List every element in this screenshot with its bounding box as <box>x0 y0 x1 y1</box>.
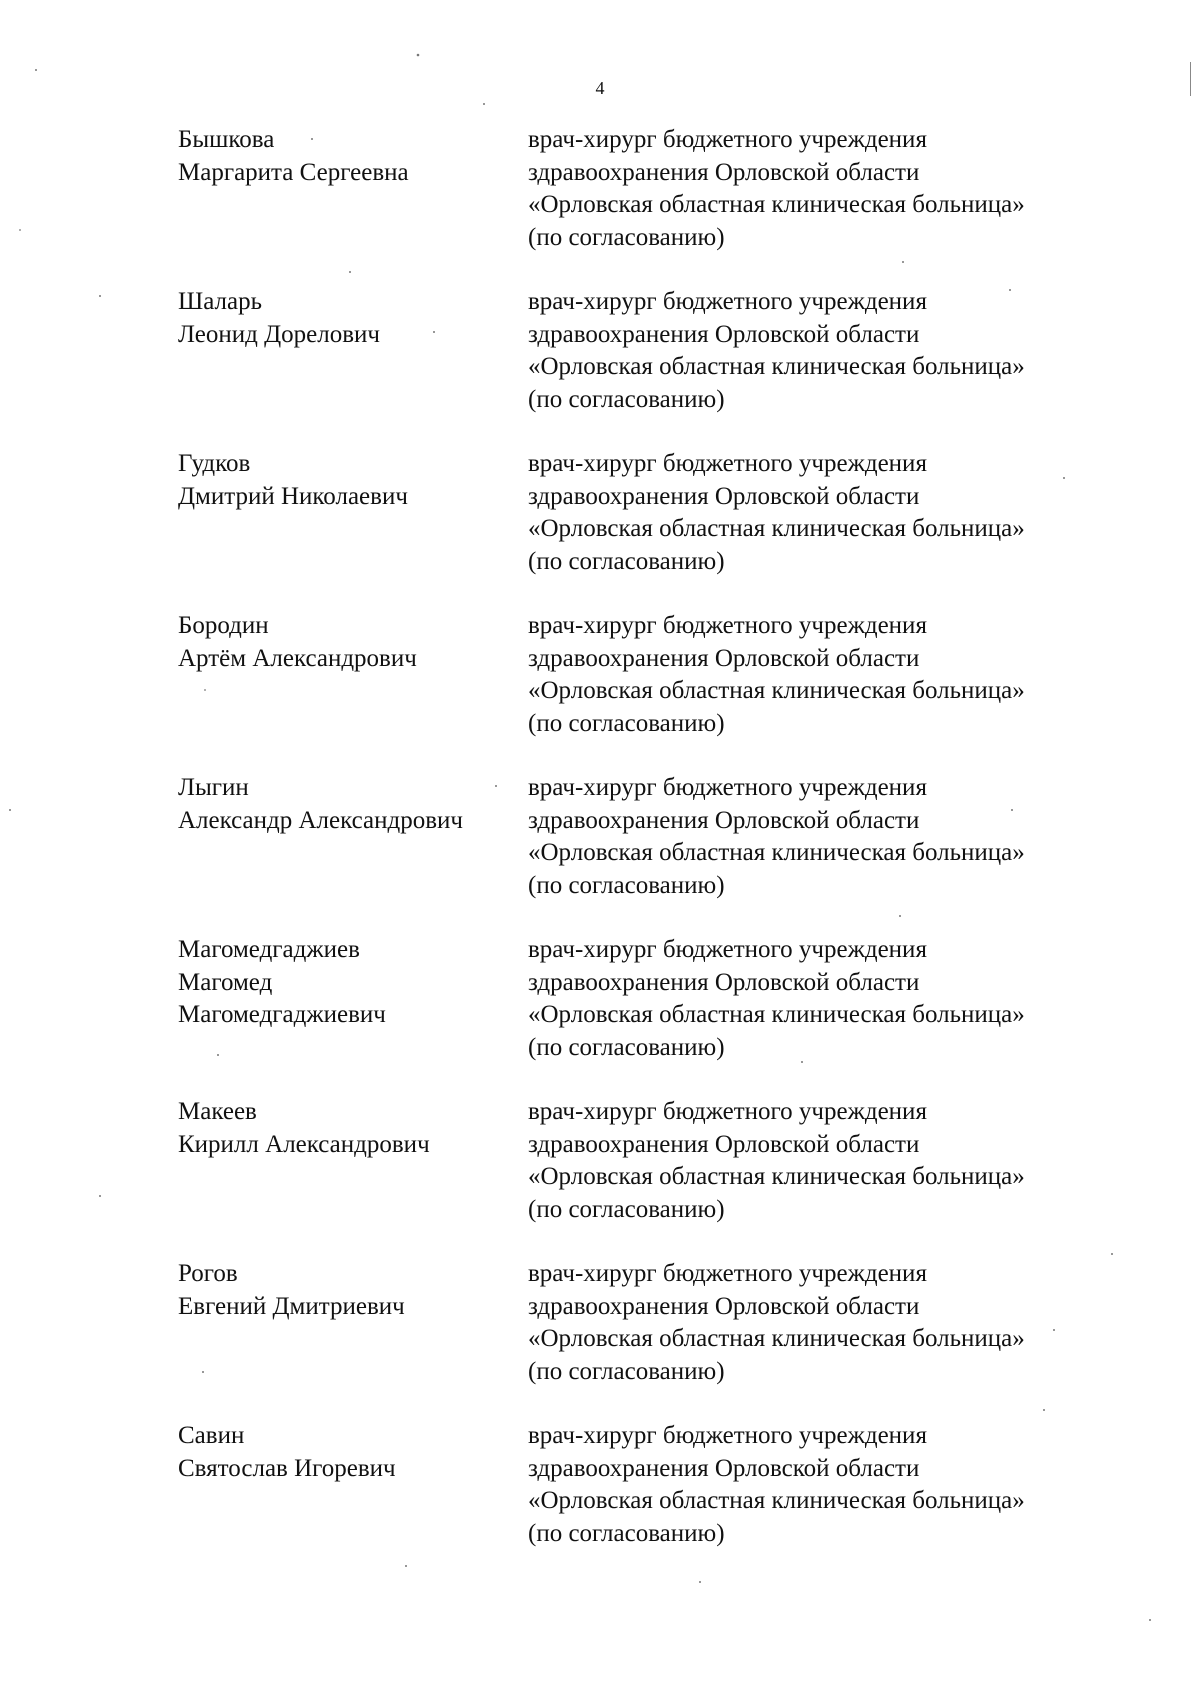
member-entry <box>178 1096 1118 1226</box>
position-line: «Орловская областная клиническая больница» <box>528 1487 1025 1514</box>
position-line: здравоохранения Орловской области <box>528 158 920 186</box>
position-line: «Орловская областная клиническая больница» <box>528 677 1025 704</box>
name-line: Лыгин <box>178 774 249 801</box>
position-line: здравоохранения Орловской области <box>528 1454 920 1482</box>
member-name <box>178 610 528 675</box>
name-line: Бышкова <box>178 126 275 153</box>
member-name <box>178 1096 528 1161</box>
member-position <box>528 1420 1118 1550</box>
position-line: (по согласованию) <box>528 709 725 737</box>
position-line: здравоохранения Орловской области <box>528 644 920 672</box>
name-line: Евгений Дмитриевич <box>178 1292 405 1320</box>
position-line: (по согласованию) <box>528 385 725 413</box>
member-position <box>528 286 1118 416</box>
position-line: «Орловская областная клиническая больница» <box>528 191 1025 218</box>
member-entry <box>178 1420 1118 1550</box>
name-line: Кирилл Александрович <box>178 1130 430 1158</box>
position-line: врач-хирург бюджетного учреждения <box>528 126 927 153</box>
name-line: Александр Александрович <box>178 806 463 834</box>
member-position <box>528 610 1118 740</box>
member-name <box>178 772 528 837</box>
position-line: (по согласованию) <box>528 547 725 575</box>
member-position <box>528 772 1118 902</box>
position-line: (по согласованию) <box>528 1357 725 1385</box>
position-line: «Орловская областная клиническая больница» <box>528 1325 1025 1352</box>
member-name <box>178 124 528 189</box>
page-number: 4 <box>595 78 605 98</box>
member-entry <box>178 610 1118 740</box>
member-entry <box>178 772 1118 902</box>
name-line: Савин <box>178 1422 245 1449</box>
position-line: (по согласованию) <box>528 223 725 251</box>
scan-edge-mark <box>1190 62 1191 96</box>
position-line: здравоохранения Орловской области <box>528 320 920 348</box>
member-entry <box>178 1258 1118 1388</box>
position-line: «Орловская областная клиническая больница» <box>528 1001 1025 1028</box>
member-name <box>178 934 528 1032</box>
name-line: Артём Александрович <box>178 644 417 672</box>
member-list <box>178 124 1118 1582</box>
position-line: врач-хирург бюджетного учреждения <box>528 1098 927 1125</box>
position-line: «Орловская областная клиническая больница» <box>528 515 1025 542</box>
member-entry <box>178 124 1118 254</box>
name-line: Бородин <box>178 612 269 639</box>
name-line: Рогов <box>178 1260 238 1287</box>
position-line: (по согласованию) <box>528 1195 725 1223</box>
member-position <box>528 934 1118 1064</box>
member-entry <box>178 286 1118 416</box>
name-line: Магомедгаджиевич <box>178 1001 386 1028</box>
member-position <box>528 1258 1118 1388</box>
name-line: Маргарита Сергеевна <box>178 158 409 186</box>
position-line: врач-хирург бюджетного учреждения <box>528 936 927 963</box>
position-line: здравоохранения Орловской области <box>528 806 920 834</box>
position-line: здравоохранения Орловской области <box>528 1130 920 1158</box>
position-line: «Орловская областная клиническая больница» <box>528 839 1025 866</box>
name-line: Макеев <box>178 1098 257 1125</box>
position-line: здравоохранения Орловской области <box>528 1292 920 1320</box>
position-line: врач-хирург бюджетного учреждения <box>528 612 927 639</box>
name-line: Гудков <box>178 450 251 477</box>
position-line: врач-хирург бюджетного учреждения <box>528 1260 927 1287</box>
member-position <box>528 124 1118 254</box>
member-position <box>528 448 1118 578</box>
position-line: врач-хирург бюджетного учреждения <box>528 774 927 801</box>
position-line: «Орловская областная клиническая больница» <box>528 1163 1025 1190</box>
name-line: Леонид Дорелович <box>178 320 380 348</box>
position-line: врач-хирург бюджетного учреждения <box>528 450 927 477</box>
member-name <box>178 1420 528 1485</box>
member-name <box>178 1258 528 1323</box>
name-line: Шаларь <box>178 288 263 315</box>
member-entry <box>178 934 1118 1064</box>
member-entry <box>178 448 1118 578</box>
member-name <box>178 448 528 513</box>
position-line: врач-хирург бюджетного учреждения <box>528 1422 927 1449</box>
name-line: Магомедгаджиев <box>178 936 360 963</box>
position-line: (по согласованию) <box>528 1033 725 1061</box>
position-line: «Орловская областная клиническая больница» <box>528 353 1025 380</box>
position-line: здравоохранения Орловской области <box>528 482 920 510</box>
position-line: (по согласованию) <box>528 871 725 899</box>
name-line: Дмитрий Николаевич <box>178 482 408 510</box>
name-line: Святослав Игоревич <box>178 1454 396 1482</box>
position-line: (по согласованию) <box>528 1519 725 1547</box>
position-line: здравоохранения Орловской области <box>528 968 920 996</box>
member-name <box>178 286 528 351</box>
name-line: Магомед <box>178 968 273 996</box>
position-line: врач-хирург бюджетного учреждения <box>528 288 927 315</box>
member-position <box>528 1096 1118 1226</box>
